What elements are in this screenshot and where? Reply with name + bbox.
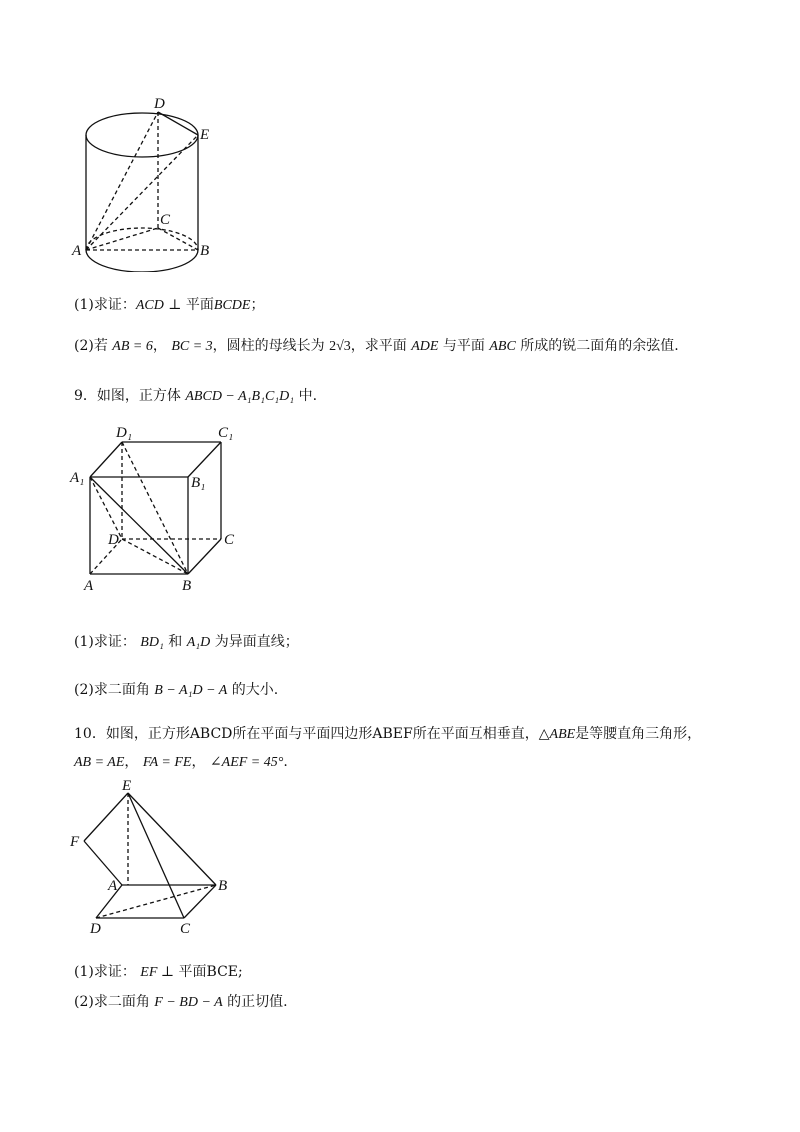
point-label-d: D bbox=[154, 96, 165, 112]
q8-part1-text: 平面 bbox=[185, 297, 214, 313]
q8-part2-with: 与平面 bbox=[442, 338, 485, 354]
q10-line1 bbox=[74, 724, 701, 745]
point-label-c: C bbox=[160, 212, 171, 228]
point-label-a1: A₁ bbox=[70, 470, 85, 486]
q10-part1-text: 平面BCE; bbox=[178, 964, 243, 980]
q8-part2-len: 2√3 bbox=[329, 339, 351, 354]
q8-part1-prefix: (1)求证： bbox=[74, 297, 136, 313]
cylinder-figure bbox=[70, 92, 230, 272]
q10-part1 bbox=[74, 962, 243, 983]
q8-part2-bc: BC = 3 bbox=[171, 339, 213, 354]
q8-part2-mid2: ，求平面 bbox=[350, 338, 407, 354]
q9-intro-math: ABCD − A₁B₁C₁D₁ bbox=[185, 389, 295, 404]
point-label-c1: C₁ bbox=[218, 425, 234, 441]
cube-figure bbox=[66, 420, 256, 600]
point-label-c: C bbox=[224, 532, 235, 548]
point-label-f: F bbox=[70, 834, 80, 850]
q9-part2-end: 的大小. bbox=[231, 682, 279, 698]
point-label-d: D bbox=[108, 532, 119, 548]
point-label-b: B bbox=[182, 578, 192, 594]
q9-part2 bbox=[74, 680, 278, 701]
q10-comma1: ， bbox=[124, 754, 139, 770]
q10-part2 bbox=[74, 992, 288, 1013]
point-label-c: C bbox=[180, 921, 191, 937]
q10-part2-math: F − BD − A bbox=[154, 995, 223, 1010]
q8-part2-ade: ADE bbox=[411, 339, 439, 354]
q10-line1-text: 10．如图，正方形ABCD所在平面与平面四边形ABEF所在平面互相垂直， bbox=[74, 726, 539, 742]
point-label-b: B bbox=[200, 243, 210, 259]
point-label-a: A bbox=[108, 878, 118, 894]
q10-comma2: ， bbox=[191, 754, 206, 770]
q8-part2 bbox=[74, 336, 679, 357]
q9-part1-and: 和 bbox=[168, 634, 183, 650]
point-label-e: E bbox=[122, 778, 132, 794]
q8-part2-ab: AB = 6 bbox=[112, 339, 153, 354]
q8-part1 bbox=[74, 295, 264, 316]
q10-figure bbox=[66, 778, 246, 938]
q8-part1-end: ； bbox=[250, 297, 265, 313]
q9-part2-math: B − A₁D − A bbox=[154, 683, 228, 698]
q9-intro-end: 中. bbox=[298, 388, 318, 404]
q9-intro bbox=[74, 386, 317, 407]
q10-part2-prefix: (2)求二面角 bbox=[74, 994, 150, 1010]
q10-line1-end: 是等腰直角三角形， bbox=[575, 726, 702, 742]
point-label-d1: D₁ bbox=[116, 425, 133, 441]
point-label-a: A bbox=[84, 578, 94, 594]
q10-ab-ae: AB = AE bbox=[74, 755, 125, 770]
point-label-a: A bbox=[72, 243, 82, 259]
point-label-d: D bbox=[90, 921, 101, 937]
q9-part2-prefix: (2)求二面角 bbox=[74, 682, 150, 698]
perp-symbol: ⊥ bbox=[168, 297, 182, 313]
q10-part1-math: EF ⊥ bbox=[140, 965, 175, 980]
q8-part2-comma: ， bbox=[152, 338, 167, 354]
point-label-b: B bbox=[218, 878, 228, 894]
q8-part2-mid: ，圆柱的母线长为 bbox=[212, 338, 325, 354]
q10-fa-fe: FA = FE bbox=[142, 755, 192, 770]
q8-part2-abc: ABC bbox=[489, 339, 516, 354]
q10-tri: △ABE bbox=[538, 727, 576, 742]
point-label-b1: B₁ bbox=[191, 475, 206, 491]
q10-end: . bbox=[283, 754, 288, 770]
q10-line2 bbox=[74, 752, 288, 773]
q9-part1-prefix: (1)求证： bbox=[74, 634, 136, 650]
q9-part1 bbox=[74, 632, 299, 653]
point-label-e: E bbox=[200, 127, 210, 143]
q8-part1-math-a: ACD bbox=[135, 298, 164, 313]
q8-part2-prefix: (2)若 bbox=[74, 338, 108, 354]
q9-part1-a1d: A₁D bbox=[186, 635, 211, 650]
q9-part1-bd1: BD₁ bbox=[140, 635, 164, 650]
q9-part1-end: 为异面直线； bbox=[214, 634, 299, 650]
q8-part1-math-b: BCDE bbox=[213, 298, 251, 313]
q10-angle: ∠AEF = 45° bbox=[209, 755, 284, 770]
q8-part2-end: 所成的锐二面角的余弦值. bbox=[520, 338, 679, 354]
q10-part2-end: 的正切值. bbox=[227, 994, 288, 1010]
q9-intro-prefix: 9．如图，正方体 bbox=[74, 388, 181, 404]
q10-part1-prefix: (1)求证： bbox=[74, 964, 136, 980]
